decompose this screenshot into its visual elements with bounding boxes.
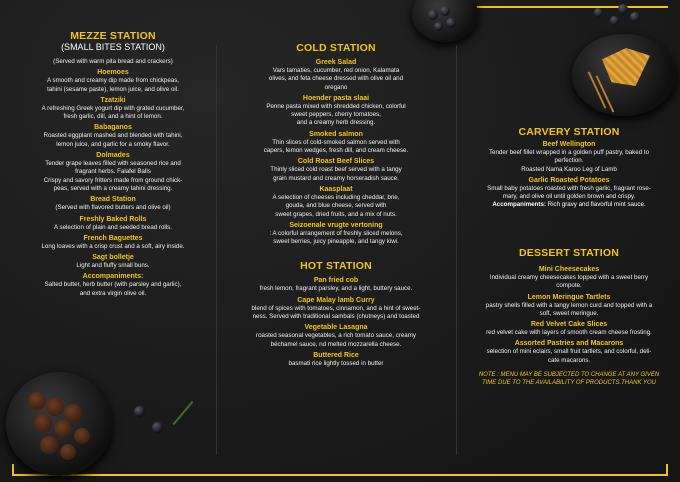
accompaniments-text: Rich gravy and flavorful mint sauce.: [545, 201, 646, 209]
item-name: Smoked salmon: [309, 130, 363, 138]
menu-item: [20, 151, 206, 193]
availability-note: NOTE : MENU MAY BE SUBJECTED TO CHANGE AT ANY GIVEN TIME DUE TO THE AVAILABILITY OF PRODUCTS.THANK YOU: [478, 372, 660, 387]
item-description: A smooth and creamy dip made from chickpeas, tahini (sesame paste), lemon juice, and olive oil.: [46, 77, 180, 93]
menu-item: [226, 185, 446, 219]
item-description: A selection of plain and seeded bread rolls.: [54, 223, 172, 231]
column-divider: [456, 45, 457, 455]
item-description: red velvet cake with layers of smooth cream cheese frosting.: [486, 329, 652, 337]
item-description: Salted butter, herb butter (with parsley and garlic), and extra virgin olive oil.: [44, 281, 182, 297]
dessert-title: DESSERT STATION: [518, 247, 620, 259]
item-description: fresh lemon, fragrant parsley, and a light, buttery sauce.: [259, 285, 413, 293]
item-description: Light and fluffy small buns.: [76, 262, 150, 270]
menu-item: [20, 253, 206, 270]
menu-item: [20, 68, 206, 94]
chocolate-button-icon: [34, 414, 52, 432]
item-name: Red Velvet Cake Slices: [530, 321, 608, 329]
menu-item: [466, 176, 672, 202]
item-name: Freshly Baked Rolls: [79, 215, 147, 223]
item-name: Babaganos: [94, 124, 132, 132]
item-name: Cape Malay lamb Curry: [297, 296, 375, 304]
item-description: roasted seasonal vegetables, a rich tomato sauce, creamy béchamel sauce, nd melted mozzarella cheese.: [256, 332, 416, 348]
mezze-section: [20, 30, 206, 298]
grape-icon: [610, 16, 619, 25]
mezze-title: MEZZE STATION: [70, 30, 156, 42]
item-description: pastry shells filled with a tangy lemon curd and topped with a soft, sweet meringue.: [485, 301, 653, 317]
item-description: Thinly sliced cold roast beef served with a tangy grain mustard and creamy horseradish sauce.: [270, 166, 402, 182]
menu-item: [466, 293, 672, 319]
carvery-section: [466, 126, 672, 210]
item-description: Small baby potatoes roasted with fresh garlic, fragrant rose- mary, and olive oil until golden brown and crispy.: [487, 184, 651, 201]
chocolate-button-icon: [46, 398, 64, 416]
menu-item: [226, 351, 446, 368]
item-name: Kaasplaat: [319, 185, 353, 193]
menu-item: [20, 123, 206, 149]
menu-item: [466, 339, 672, 365]
item-description: blend of spices with tomatoes, cinnamon, and a hint of sweet- ness. Served with traditional sambals (chutneys) and toasted: [251, 304, 421, 321]
grape-icon: [134, 406, 145, 417]
carvery-title: CARVERY STATION: [518, 126, 620, 138]
item-name: Seizoenale vrugte vertoning: [289, 221, 383, 229]
chocolate-button-icon: [74, 428, 90, 444]
chocolate-button-icon: [64, 404, 82, 422]
menu-item: [466, 320, 672, 337]
item-name: Greek Salad: [315, 59, 357, 66]
grape-icon: [630, 12, 640, 22]
item-name: Tzatziki: [100, 96, 126, 104]
menu-item: [226, 296, 446, 322]
grape-icon: [428, 10, 438, 20]
grape-icon: [446, 18, 456, 28]
item-name: Lemon Meringue Tartlets: [527, 293, 611, 301]
menu-item: [466, 265, 672, 291]
mezze-subtitle: (SMALL BITES STATION): [61, 42, 165, 52]
menu-item: [466, 140, 672, 174]
chocolate-button-icon: [60, 444, 76, 460]
item-name: Garlic Roasted Potatoes: [528, 176, 610, 184]
cold-hot-column: [226, 42, 446, 368]
item-name: Assorted Pastries and Macarons: [514, 340, 624, 348]
hot-title: HOT STATION: [300, 260, 372, 273]
item-description: selection of mini eclairs, small fruit tartlets, and colorful, deli- cate macarons.: [486, 348, 652, 364]
item-description: A selection of cheeses including cheddar, brie, gouda, and blue cheese, served with sweet grapes, dried fruits, and a mix of nuts.: [272, 193, 400, 218]
grape-icon: [440, 6, 450, 16]
menu-item: [226, 276, 446, 293]
item-name: Dolmades: [96, 152, 130, 160]
menu-item: [20, 234, 206, 251]
item-name: Beef Wellington: [542, 141, 596, 148]
menu-item: [226, 94, 446, 128]
item-name: Pan fried cob: [313, 277, 359, 285]
item-description: Roasted eggplant mashed and blended with tahini, lemon juice, and garlic for a smoky flavor.: [43, 132, 183, 148]
menu-item: [226, 130, 446, 156]
menu-item: [20, 215, 206, 232]
menu-item: [20, 272, 206, 298]
grape-icon: [618, 4, 628, 14]
item-description: (Served with flavored butters and olive oil): [55, 204, 171, 212]
item-description: Tender beef fillet wrapped in a golden puff pastry, baked to perfection. Roasted Nama Karoo Leg of Lamb: [488, 149, 650, 173]
item-name: Mini Cheesecakes: [538, 266, 600, 273]
menu-item: [226, 157, 446, 183]
item-name: Hoemoes: [97, 69, 129, 77]
menu-item: [226, 221, 446, 247]
item-description: Individual creamy cheesecakes topped with a sweet berry compote.: [489, 274, 649, 290]
mezze-intro: (Served with warm pita bread and crackers): [53, 58, 173, 65]
item-description: Penne pasta mixed with shredded chicken, colorful sweet peppers, cherry tomatoes, and a creamy herb dressing.: [266, 102, 406, 127]
menu-item: [20, 195, 206, 212]
item-description: A refreshing Greek yogurt dip with grated cucumber, fresh garlic, dill, and a hint of lemon.: [41, 104, 185, 121]
item-description: Thin slices of cold-smoked salmon served with capers, lemon wedges, fresh dill, and cream cheese.: [263, 138, 409, 155]
rosemary-icon: [173, 401, 194, 425]
item-name: Vegetable Lasagna: [304, 324, 368, 332]
item-description: Long loaves with a crisp crust and a soft, airy inside.: [41, 242, 185, 250]
grape-icon: [434, 22, 443, 31]
grape-icon: [152, 422, 163, 433]
menu-item: [226, 58, 446, 92]
item-name: Buttered Rice: [313, 351, 359, 359]
cold-title: COLD STATION: [296, 42, 376, 54]
chocolate-button-icon: [28, 392, 46, 410]
chocolate-button-icon: [40, 436, 58, 454]
frame-bottom-line: [12, 474, 668, 476]
item-description: Vars tamaties, cucumber, red onion, Kalamata olives, and feta cheese dressed with olive oil and oregano: [268, 67, 404, 91]
accompaniments-label: Accompaniments:: [492, 201, 546, 209]
item-name: Bread Station: [90, 196, 136, 204]
menu-item: [20, 96, 206, 122]
item-name: Sagt bolletje: [92, 254, 134, 262]
item-description: Tender grape leaves filled with seasoned rice and fragrant herbs. Falafel Balls Crispy and savory fritters made from ground chick- peas, served with a creamy tahini dressing.: [43, 160, 183, 192]
menu-item: [226, 323, 446, 349]
item-name: French Baguettes: [83, 234, 143, 242]
item-name: Accompaniments:: [82, 273, 144, 281]
grape-icon: [594, 8, 603, 17]
frame-corner-left: [12, 464, 14, 476]
item-description: : A colorful arrangement of freshly sliced melons, sweet berries, juicy pineapple, and tangy kiwi.: [269, 229, 403, 246]
item-name: Cold Roast Beef Slices: [297, 158, 375, 166]
column-divider: [216, 45, 217, 455]
item-description: basmati rice lightly tossed in butter: [288, 359, 384, 367]
dessert-section: [466, 247, 672, 388]
chocolate-button-icon: [54, 420, 72, 438]
carvery-accompaniments: [466, 201, 672, 209]
frame-corner-right: [666, 464, 668, 476]
item-name: Hoender pasta slaai: [302, 94, 370, 102]
